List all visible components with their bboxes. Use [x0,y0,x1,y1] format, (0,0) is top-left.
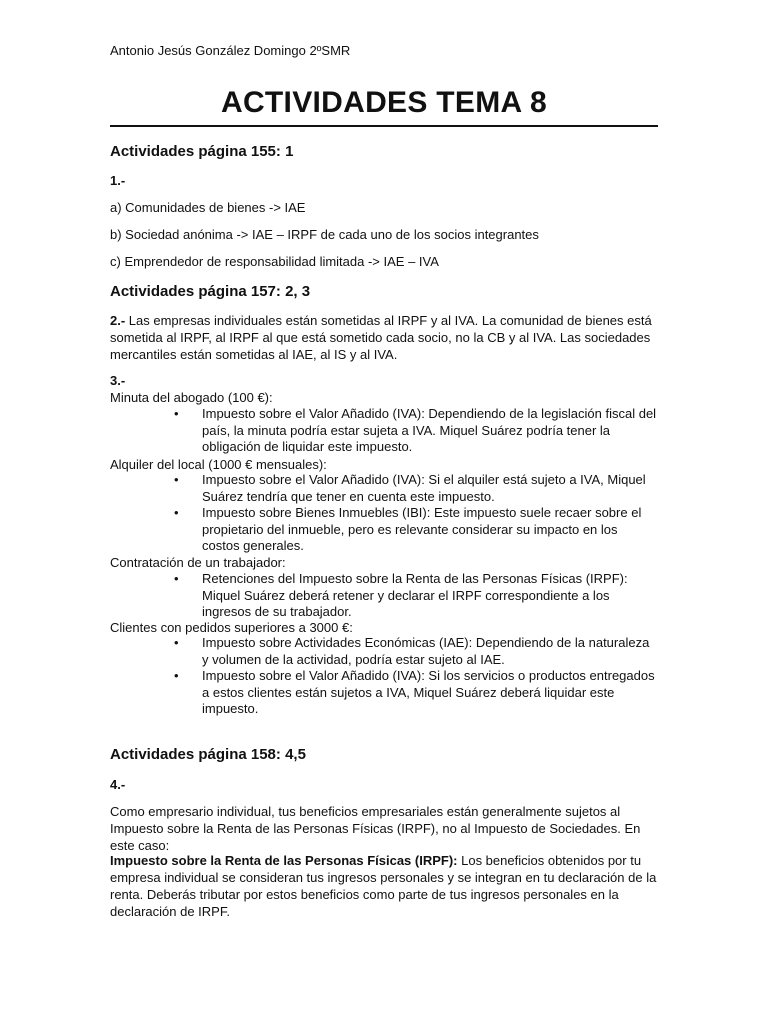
section-heading-157: Actividades página 157: 2, 3 [110,283,311,300]
question-2-text: Las empresas individuales están sometidas al IRPF y al IVA. La comunidad de bienes está sometida al IRPF, al IRPF al que está sometido cada socio, no la CB y al IVA. Las sociedades mercantiles están sometidas al IAE, al IS y al IVA. [110,313,652,362]
answer-item-a: a) Comunidades de bienes -> IAE [110,200,306,215]
bullet-item [174,472,658,505]
bullet-text: Impuesto sobre Actividades Económicas (IAE): Dependiendo de la naturaleza y volumen de la actividad, podría estar sujeto al IAE. [202,635,650,667]
irpf-explanation: Los beneficios obtenidos por tu empresa individual se consideran tus ingresos personales y se integran en tu declaración de la renta. Deberás tributar por estos beneficios como parte de tus ingresos personales en la declaración de IRPF. [110,853,657,919]
bullet-item [174,635,658,668]
question-4-irpf-paragraph [110,852,658,920]
question-1-number: 1.- [110,173,126,188]
bullet-item [174,668,658,718]
group-label-alquiler: Alquiler del local (1000 € mensuales): [110,457,327,472]
question-4-intro: Como empresario individual, tus beneficios empresariales están generalmente sujetos al Impuesto sobre la Renta de las Personas Físicas (IRPF), no al Impuesto de Sociedades. En este caso: [110,804,641,853]
bullet-dot-icon: • [174,571,179,586]
bullet-text: Impuesto sobre Bienes Inmuebles (IBI): Este impuesto suele recaer sobre el propietario del inmueble, pero es relevante considerar su impacto en los costos generales. [202,505,642,553]
section-heading-158: Actividades página 158: 4,5 [110,746,306,763]
bullet-dot-icon: • [174,505,179,520]
bullet-text: Retenciones del Impuesto sobre la Renta de las Personas Físicas (IRPF): Miquel Suárez deberá retener y declarar el IRPF correspondiente a los ingresos de su trabajador. [202,571,628,619]
bullet-item [174,505,658,555]
bullet-item [174,571,658,621]
bullet-text: Impuesto sobre el Valor Añadido (IVA): Si los servicios o productos entregados a estos clientes están sujetos a IVA, Miquel Suárez deberá liquidar este impuesto. [202,668,655,716]
bullet-dot-icon: • [174,668,179,683]
bullet-text: Impuesto sobre el Valor Añadido (IVA): Dependiendo de la legislación fiscal del país, la minuta podría estar sujeta a IVA. Miquel Suárez podría tener la obligación de liquidar este impuesto. [202,406,657,454]
bullet-dot-icon: • [174,635,179,650]
bullet-dot-icon: • [174,472,179,487]
answer-item-b: b) Sociedad anónima -> IAE – IRPF de cada uno de los socios integrantes [110,227,539,242]
author-name: Antonio Jesús González Domingo 2ºSMR [110,43,351,58]
group-label-trabajador: Contratación de un trabajador: [110,555,286,570]
title-underline [110,125,658,127]
section-heading-155: Actividades página 155: 1 [110,143,294,160]
bullet-text: Impuesto sobre el Valor Añadido (IVA): Si el alquiler está sujeto a IVA, Miquel Suárez tendría que tener en cuenta este impuesto. [202,472,646,504]
page-title: ACTIVIDADES TEMA 8 [221,86,547,119]
irpf-bold-lead: Impuesto sobre la Renta de las Personas Físicas (IRPF): [110,853,458,868]
bullet-dot-icon: • [174,406,179,421]
group-label-abogado: Minuta del abogado (100 €): [110,390,273,405]
question-3-number: 3.- [110,373,126,388]
group-label-clientes: Clientes con pedidos superiores a 3000 €: [110,620,353,635]
answer-item-c: c) Emprendedor de responsabilidad limitada -> IAE – IVA [110,254,439,269]
bullet-item [174,406,658,456]
question-4-number: 4.- [110,777,126,792]
question-2-paragraph [110,312,658,363]
question-2-number: 2.- [110,313,126,328]
